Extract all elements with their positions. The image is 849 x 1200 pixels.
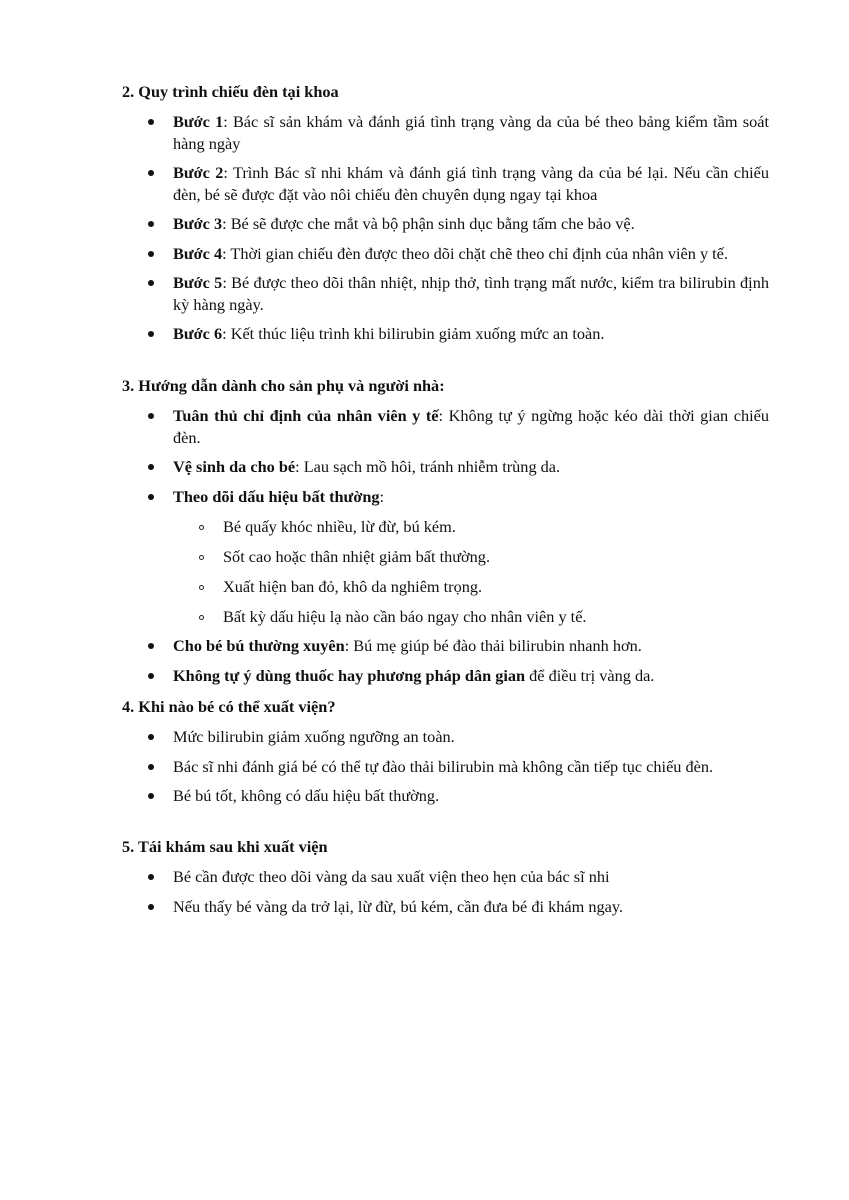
item-text: Mức bilirubin giảm xuống ngưỡng an toàn. [173, 727, 455, 746]
section-heading: 5. Tái khám sau khi xuất viện [122, 837, 328, 856]
step-label: Bước 5 [173, 273, 223, 292]
bullet-list [122, 405, 772, 507]
sub-item-text: Xuất hiện ban đỏ, khô da nghiêm trọng. [223, 576, 483, 596]
bullet-icon [148, 251, 154, 257]
section-procedure [122, 81, 772, 345]
item-text: : Kết thúc liệu trình khi bilirubin giảm xuống mức an toàn. [222, 324, 605, 343]
item-text: : Bé được theo dõi thân nhiệt, nhịp thở, tình trạng mất nước, kiểm tra bilirubin định kỳ hàng ngày. [173, 273, 769, 314]
bullet-list [122, 866, 772, 917]
list-item [122, 756, 769, 778]
list-item [122, 866, 769, 888]
bullet-icon [148, 764, 154, 770]
circle-bullet-icon [199, 525, 204, 530]
item-text: : Thời gian chiếu đèn được theo dõi chặt chẽ theo chỉ định của nhân viên y tế. [222, 243, 728, 263]
bullet-icon [148, 874, 154, 880]
item-text: Bé cần được theo dõi vàng da sau xuất viện theo hẹn của bác sĩ nhi [173, 867, 610, 886]
list-item [122, 726, 769, 748]
item-text: Nếu thấy bé vàng da trở lại, lừ đừ, bú kém, cần đưa bé đi khám ngay. [173, 896, 623, 916]
bullet-icon [148, 464, 154, 470]
section-follow-up [122, 836, 772, 917]
circle-bullet-icon [199, 555, 204, 560]
sub-list-item [122, 606, 772, 628]
list-item [122, 896, 769, 918]
item-text: : [379, 486, 385, 506]
bullet-icon [148, 793, 154, 799]
step-label: Bước 3 [173, 214, 223, 233]
sub-list [122, 516, 772, 628]
item-label: Cho bé bú thường xuyên [173, 636, 345, 655]
bullet-list [122, 726, 772, 807]
list-item [122, 213, 769, 235]
bullet-icon [148, 170, 154, 176]
item-label: Vệ sinh da cho bé [173, 457, 296, 476]
item-text: : Lau sạch mồ hôi, tránh nhiễm trùng da. [295, 457, 561, 476]
bullet-icon [148, 904, 154, 910]
list-item [122, 635, 769, 657]
list-item [122, 111, 769, 154]
item-text: : Bé sẽ được che mắt và bộ phận sinh dục bằng tấm che bảo vệ. [222, 214, 635, 233]
bullet-icon [148, 734, 154, 740]
section-guidance [122, 375, 772, 686]
list-item [122, 323, 769, 345]
item-text: : Không tự ý ngừng hoặc kéo dài thời gian chiếu đèn. [173, 406, 769, 447]
circle-bullet-icon [199, 615, 204, 620]
item-text: : Bú mẹ giúp bé đào thải bilirubin nhanh hơn. [344, 636, 642, 655]
section-heading: 3. Hướng dẫn dành cho sản phụ và người nhà: [122, 376, 445, 395]
list-item [122, 785, 769, 807]
list-item [122, 243, 769, 265]
bullet-icon [148, 413, 154, 419]
item-text: Bé bú tốt, không có dấu hiệu bất thường. [173, 786, 440, 805]
bullet-icon [148, 119, 154, 125]
section-discharge [122, 696, 772, 807]
circle-bullet-icon [199, 585, 204, 590]
bullet-icon [148, 494, 154, 500]
list-item [122, 162, 769, 205]
sub-list-item [122, 576, 772, 598]
list-item [122, 405, 769, 448]
bullet-icon [148, 643, 154, 649]
bullet-icon [148, 673, 154, 679]
item-label: Theo dõi dấu hiệu bất thường [173, 486, 380, 506]
section-heading: 4. Khi nào bé có thể xuất viện? [122, 697, 336, 716]
sub-item-text: Bất kỳ dấu hiệu lạ nào cần báo ngay cho nhân viên y tế. [223, 606, 587, 626]
sub-list-item [122, 546, 772, 568]
item-label: Tuân thủ chỉ định của nhân viên y tế [173, 406, 439, 425]
step-label: Bước 1 [173, 112, 224, 131]
list-item [122, 665, 769, 687]
step-label: Bước 2 [173, 163, 224, 182]
list-item [122, 456, 769, 478]
item-text: Bác sĩ nhi đánh giá bé có thể tự đào thải bilirubin mà không cần tiếp tục chiếu đèn. [173, 756, 714, 776]
bullet-icon [148, 221, 154, 227]
bullet-list [122, 635, 772, 686]
step-label: Bước 6 [173, 324, 223, 343]
item-label: Không tự ý dùng thuốc hay phương pháp dân gian [173, 665, 526, 685]
item-text: : Bác sĩ sản khám và đánh giá tình trạng vàng da của bé theo bảng kiểm tầm soát hàng ngày [173, 112, 769, 153]
list-item [122, 272, 769, 315]
bullet-icon [148, 331, 154, 337]
item-text: : Trình Bác sĩ nhi khám và đánh giá tình trạng vàng da của bé lại. Nếu cần chiếu đèn, bé sẽ được đặt vào nôi chiếu đèn chuyên dụng ngay tại khoa [173, 163, 769, 204]
step-label: Bước 4 [173, 243, 223, 263]
bullet-list [122, 111, 772, 345]
sub-list-item [122, 516, 772, 538]
list-item [122, 486, 769, 508]
sub-item-text: Sốt cao hoặc thân nhiệt giảm bất thường. [223, 546, 491, 566]
bullet-icon [148, 280, 154, 286]
section-heading: 2. Quy trình chiếu đèn tại khoa [122, 82, 339, 101]
sub-item-text: Bé quấy khóc nhiều, lừ đừ, bú kém. [223, 516, 456, 536]
item-text: để điều trị vàng da. [525, 665, 655, 685]
